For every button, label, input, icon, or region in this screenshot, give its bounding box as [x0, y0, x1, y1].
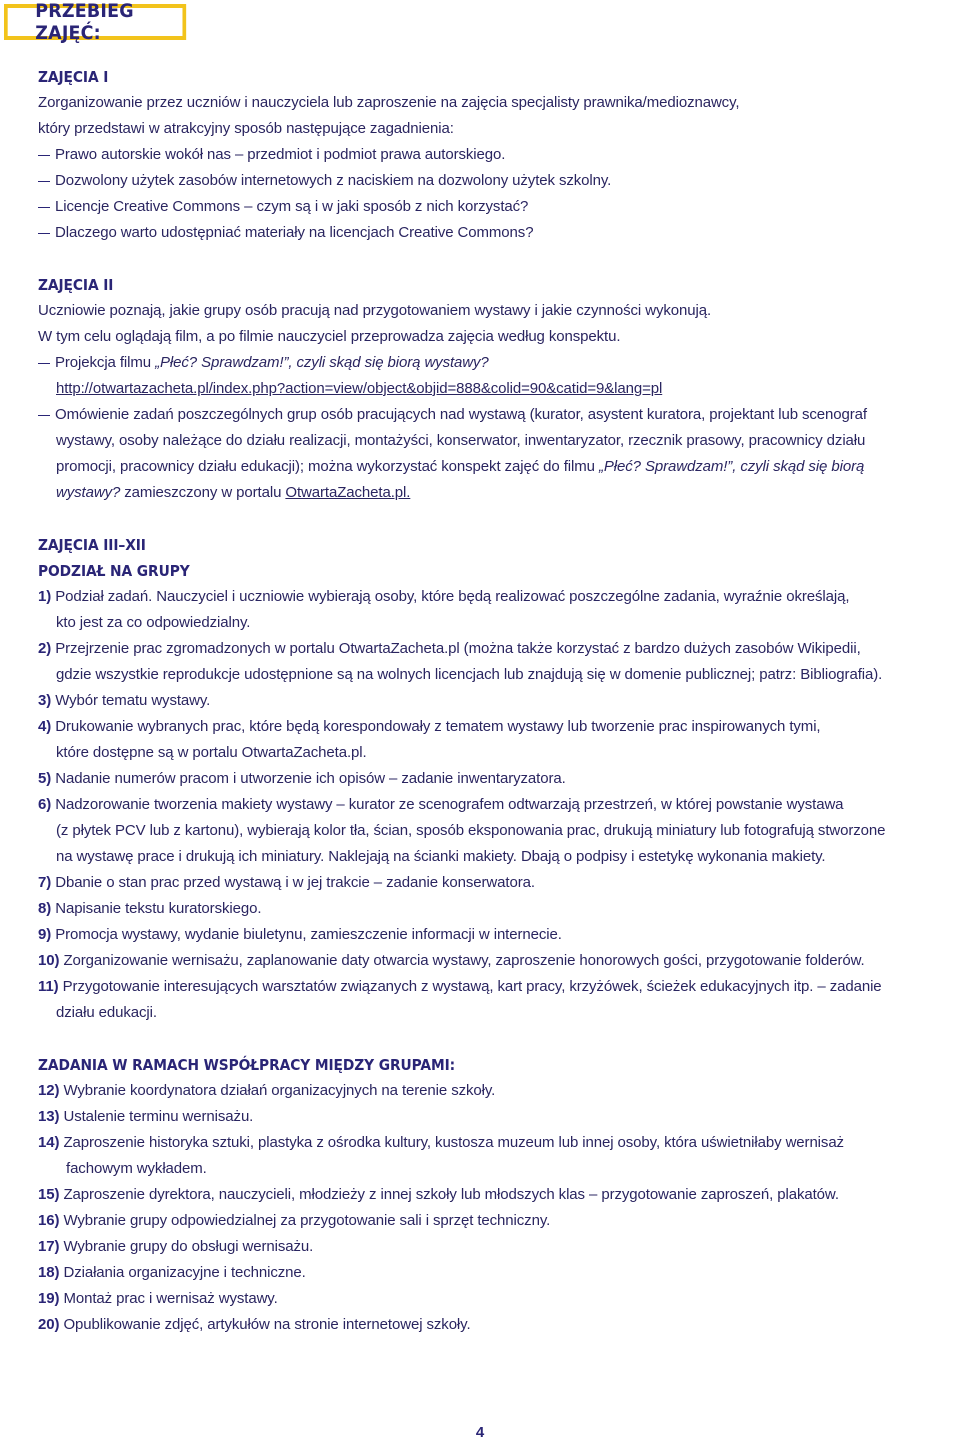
- url-line: [38, 376, 956, 402]
- numbered-item: [38, 1286, 956, 1312]
- numbered-item-continuation: [38, 740, 956, 766]
- item-text: Wybranie grupy do obsługi wernisażu.: [63, 1238, 314, 1255]
- s2-om-line-2: wystawy, osoby należące do działu realizacji, montażyści, konserwator, inwentaryzator, rzecznik prasowy, pracownicy działu: [56, 432, 866, 449]
- numbered-item: [38, 1182, 956, 1208]
- item-number: 9): [38, 926, 52, 943]
- s4-numbered-list: [38, 1078, 956, 1338]
- list-item-text: Prawo autorskie wokół nas – przedmiot i podmiot prawa autorskiego.: [55, 146, 506, 163]
- list-item-text: Dlaczego warto udostępniać materiały na licencjach Creative Commons?: [55, 224, 534, 241]
- numbered-item: [38, 870, 956, 896]
- item-number: 1): [38, 588, 52, 605]
- list-item-text: Licencje Creative Commons – czym są i w jaki sposób z nich korzystać?: [55, 198, 529, 215]
- list-item: [38, 168, 956, 194]
- item-text: Wybranie grupy odpowiedzialnej za przygotowanie sali i sprzęt techniczny.: [63, 1212, 551, 1229]
- numbered-item: [38, 688, 956, 714]
- item-text: Wybór tematu wystawy.: [55, 692, 211, 709]
- item-text: Ustalenie terminu wernisażu.: [63, 1108, 254, 1125]
- document-body: [38, 64, 956, 1338]
- item-number: 5): [38, 770, 52, 787]
- page-title: PRZEBIEG ZAJĘĆ:: [4, 4, 186, 40]
- item-text: Podział zadań. Nauczyciel i uczniowie wybierają osoby, które będą realizować poszczególne zadania, wyraźnie określają,: [55, 588, 850, 605]
- numbered-item-continuation: [38, 1156, 956, 1182]
- numbered-item-continuation: [38, 1000, 956, 1026]
- numbered-item: [38, 1104, 956, 1130]
- list-item: [38, 220, 956, 246]
- list-item: [38, 402, 956, 428]
- section-subheading-groups: PODZIAŁ NA GRUPY: [38, 562, 190, 580]
- item-text: Zaproszenie historyka sztuki, plastyka z ośrodka kultury, kustosza muzeum lub innej osoby, która uświetniłaby wernisaż: [63, 1134, 844, 1151]
- numbered-item-continuation: [38, 662, 956, 688]
- dash-bullet: [38, 233, 50, 234]
- s1-list: [38, 142, 956, 246]
- list-item: [38, 142, 956, 168]
- item-text: Nadzorowanie tworzenia makiety wystawy – kurator ze scenografem odtwarzają przestrzeń, w której powstanie wystawa: [55, 796, 844, 813]
- s2-line-2: W tym celu oglądają film, a po filmie nauczyciel przeprowadza zajęcia według konspektu.: [38, 328, 621, 345]
- list-item-text: Omówienie zadań poszczególnych grup osób pracujących nad wystawą (kurator, asystent kuratora, projektant lub scenograf: [55, 406, 867, 423]
- item-number: 8): [38, 900, 52, 917]
- item-text: gdzie wszystkie reprodukcje udostępnione są na wolnych licencjach lub znajdują się w domenie publicznej; patrz: Bibliografia).: [56, 666, 883, 683]
- dash-bullet: [38, 415, 50, 416]
- item-text: Montaż prac i wernisaż wystawy.: [63, 1290, 278, 1307]
- list-item: [38, 350, 956, 376]
- item-number: 2): [38, 640, 52, 657]
- text-span: promocji, pracownicy działu edukacji); można wykorzystać konspekt zajęć do filmu: [56, 458, 599, 475]
- item-text: Nadanie numerów pracom i utworzenie ich opisów – zadanie inwentaryzatora.: [55, 770, 566, 787]
- s1-intro-line-2: który przedstawi w atrakcyjny sposób następujące zagadnienia:: [38, 120, 454, 137]
- item-text: Przygotowanie interesujących warsztatów związanych z wystawą, kart pracy, krzyżówek, ścieżek edukacyjnych itp. – zadanie: [62, 978, 882, 995]
- dash-bullet: [38, 155, 50, 156]
- numbered-item: [38, 636, 956, 662]
- item-number: 7): [38, 874, 52, 891]
- item-text: Działania organizacyjne i techniczne.: [63, 1264, 306, 1281]
- s2-om-line-3: [38, 454, 956, 480]
- item-text: Wybranie koordynatora działań organizacyjnych na terenie szkoły.: [63, 1082, 496, 1099]
- numbered-item-continuation: [38, 844, 956, 870]
- section-heading-cooperation: ZADANIA W RAMACH WSPÓŁPRACY MIĘDZY GRUPAMI:: [38, 1056, 456, 1074]
- dash-bullet: [38, 181, 50, 182]
- item-number: 10): [38, 952, 60, 969]
- numbered-item: [38, 948, 956, 974]
- item-number: 16): [38, 1212, 60, 1229]
- film-title: wystawy?: [56, 484, 121, 501]
- item-number: 3): [38, 692, 52, 709]
- section-heading-zajecia-2: ZAJĘCIA II: [38, 276, 114, 294]
- text-span: zamieszczony w portalu: [120, 484, 286, 501]
- item-text: działu edukacji.: [56, 1004, 157, 1021]
- section-heading-zajecia-1: ZAJĘCIA I: [38, 68, 109, 86]
- numbered-item: [38, 1234, 956, 1260]
- item-text: Drukowanie wybranych prac, które będą korespondowały z tematem wystawy lub tworzenie prac inspirowanych tymi,: [55, 718, 821, 735]
- item-number: 4): [38, 718, 52, 735]
- item-text: Promocja wystawy, wydanie biuletynu, zamieszczenie informacji w internecie.: [55, 926, 562, 943]
- item-number: 19): [38, 1290, 60, 1307]
- item-text: Opublikowanie zdjęć, artykułów na stronie internetowej szkoły.: [63, 1316, 471, 1333]
- film-title: „Płeć? Sprawdzam!”, czyli skąd się biorą wystawy?: [155, 354, 489, 371]
- item-number: 12): [38, 1082, 60, 1099]
- page-number: 4: [475, 1424, 485, 1441]
- s3-numbered-list: [38, 584, 956, 1026]
- dash-bullet: [38, 363, 50, 364]
- item-text: na wystawę prace i drukują ich miniatury. Naklejają na ścianki makiety. Dbają o podpisy i estetykę wykonania makiety.: [56, 848, 826, 865]
- item-number: 13): [38, 1108, 60, 1125]
- s2-om-line-4: [38, 480, 956, 506]
- numbered-item: [38, 1208, 956, 1234]
- item-text: Napisanie tekstu kuratorskiego.: [55, 900, 262, 917]
- list-item: [38, 194, 956, 220]
- item-text: kto jest za co odpowiedzialny.: [56, 614, 251, 631]
- numbered-item: [38, 584, 956, 610]
- item-number: 6): [38, 796, 52, 813]
- numbered-item: [38, 1078, 956, 1104]
- list-item-text: Dozwolony użytek zasobów internetowych z naciskiem na dozwolony użytek szkolny.: [55, 172, 612, 189]
- item-text: Dbanie o stan prac przed wystawą i w jej trakcie – zadanie konserwatora.: [55, 874, 535, 891]
- film-url-link[interactable]: http://otwartazacheta.pl/index.php?action=view/object&objid=888&colid=90&catid=9&lang=pl: [56, 380, 663, 397]
- numbered-item: [38, 1260, 956, 1286]
- s2-line-1: Uczniowie poznają, jakie grupy osób pracują nad przygotowaniem wystawy i jakie czynności wykonują.: [38, 302, 712, 319]
- dash-bullet: [38, 207, 50, 208]
- film-title: „Płeć? Sprawdzam!”, czyli skąd się biorą: [598, 458, 865, 475]
- numbered-item: [38, 922, 956, 948]
- numbered-item: [38, 896, 956, 922]
- item-text: Zaproszenie dyrektora, nauczycieli, młodzieży z innej szkoły lub młodszych klas – przygotowanie zaproszeń, plakatów.: [63, 1186, 839, 1203]
- item-number: 20): [38, 1316, 60, 1333]
- portal-link[interactable]: OtwartaZacheta.pl.: [285, 484, 411, 501]
- numbered-item: [38, 974, 956, 1000]
- item-text: które dostępne są w portalu OtwartaZacheta.pl.: [56, 744, 367, 761]
- item-text: fachowym wykładem.: [66, 1160, 207, 1177]
- numbered-item-continuation: [38, 818, 956, 844]
- numbered-item-continuation: [38, 610, 956, 636]
- item-number: 17): [38, 1238, 60, 1255]
- numbered-item: [38, 792, 956, 818]
- item-number: 14): [38, 1134, 60, 1151]
- item-number: 15): [38, 1186, 60, 1203]
- s1-intro-line-1: Zorganizowanie przez uczniów i nauczyciela lub zaproszenie na zajęcia specjalisty prawnika/medioznawcy,: [38, 94, 740, 111]
- projection-label: Projekcja filmu: [55, 354, 156, 371]
- item-text: (z płytek PCV lub z kartonu), wybierają kolor tła, ścian, sposób eksponowania prac, drukują miniatury lub fotografują stworzone: [56, 822, 886, 839]
- numbered-item: [38, 766, 956, 792]
- item-text: Przejrzenie prac zgromadzonych w portalu OtwartaZacheta.pl (można także korzystać z bardzo dużych zasobów Wikipedii,: [55, 640, 861, 657]
- numbered-item: [38, 1130, 956, 1156]
- item-text: Zorganizowanie wernisażu, zaplanowanie daty otwarcia wystawy, zaproszenie honorowych gości, przygotowanie folderów.: [63, 952, 865, 969]
- item-number: 11): [38, 978, 59, 995]
- item-number: 18): [38, 1264, 60, 1281]
- numbered-item: [38, 1312, 956, 1338]
- numbered-item: [38, 714, 956, 740]
- section-heading-zajecia-3-12: ZAJĘCIA III–XII: [38, 536, 146, 554]
